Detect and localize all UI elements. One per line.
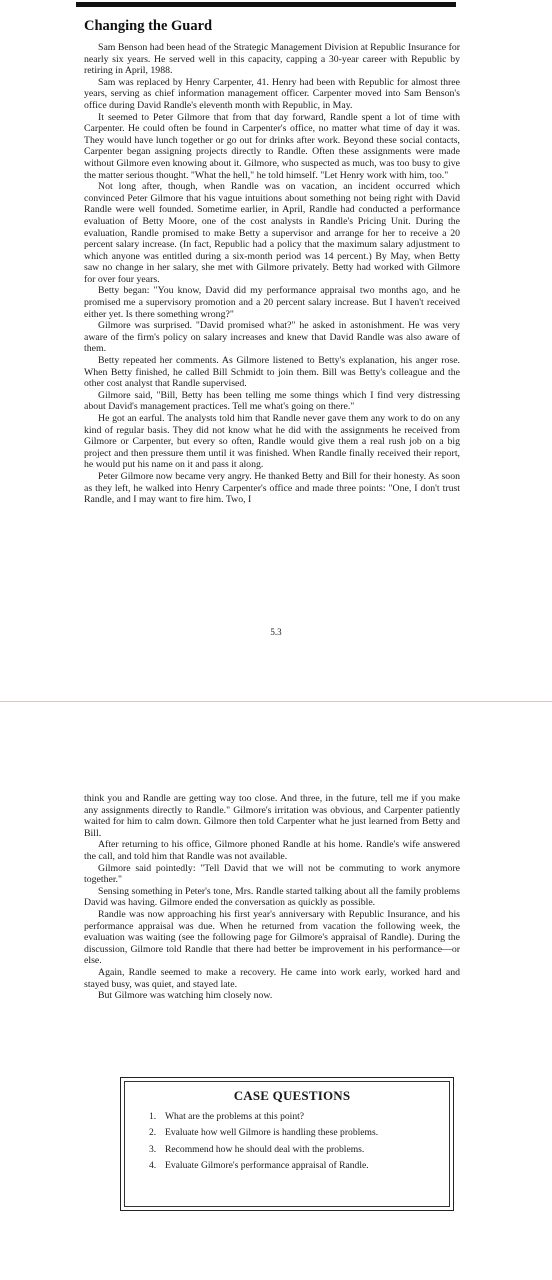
case-question-item — [149, 1144, 435, 1155]
paragraph: Peter Gilmore now became very angry. He thanked Betty and Bill for their honesty. As soon as they left, he walked into Henry Carpenter's office and made three points: "One, I don't trust Randle, and I may want to fire him. Two, I — [84, 470, 460, 506]
case-questions-list — [149, 1111, 435, 1172]
paragraph: Not long after, though, when Randle was on vacation, an incident occurred which convinced Peter Gilmore that his vague intuitions about something not being right with David Randle were well founded. Sometime earlier, in April, Randle had conducted a performance evaluation of Betty Moore, one of the cost analysts in Randle's Pricing Unit. During the evaluation, Randle promised to make Betty a supervisor and arrange for her to receive a 20 percent salary increase. (In fact, Republic had a policy that the maximum salary adjustment to which anyone was entitled during a six-month period was 14 percent.) By May, when Betty saw no change in her salary, she met with Gilmore privately. Betty had worked with Gilmore for over four years. — [84, 181, 460, 285]
paragraph: Betty began: "You know, David did my performance appraisal two months ago, and he promised me a supervisory promotion and a 20 percent salary increase. But I haven't received either yet. Is there something wrong?" — [84, 285, 460, 320]
page-number: 5.3 — [270, 627, 282, 637]
case-questions-inner-frame — [124, 1081, 450, 1207]
question-number: 3. — [149, 1143, 157, 1155]
page-2-text — [84, 793, 460, 1002]
top-rule — [76, 2, 456, 7]
case-questions-title: CASE QUESTIONS — [233, 1088, 351, 1103]
paragraph: He got an earful. The analysts told him that Randle never gave them any work to do on any kind of regular basis. They did not know what he did with the assignments he received from Gilmore or Carpenter, but every so often, Randle would give them a real rush job on a big project and then pressure them until it was finished. When Randle finally received their report, he would put his name on it and pass it along. — [84, 413, 460, 471]
question-text: Evaluate Gilmore's performance appraisal of Randle. — [165, 1160, 369, 1172]
page-break-divider — [0, 701, 552, 702]
paragraph: Gilmore said, "Bill, Betty has been telling me some things which I find very distressing about David's management practices. Tell me what's going on there." — [84, 389, 460, 413]
paragraph: Gilmore was surprised. "David promised what?" he asked in astonishment. He was very aware of the firm's policy on salary increases and knew that David Randle was also aware of them. — [84, 320, 460, 355]
case-question-item — [149, 1127, 435, 1138]
paragraph: Sam was replaced by Henry Carpenter, 41. Henry had been with Republic for almost three years, serving as chief information management officer. Carpenter moved into Sam Benson's office during David Randle's eleventh month with Republic, in May. — [84, 76, 460, 111]
question-number: 2. — [149, 1127, 157, 1139]
case-questions-box — [120, 1077, 454, 1211]
paragraph: Betty repeated her comments. As Gilmore listened to Betty's explanation, his anger rose. When Betty finished, he called Bill Schmidt to join them. Bill was Betty's colleague and the other cost analyst that Randle supervised. — [84, 355, 460, 390]
case-question-item — [149, 1160, 435, 1171]
paragraph: After returning to his office, Gilmore phoned Randle at his home. Randle's wife answered the call, and told him that Randle was not available. — [84, 839, 460, 862]
section-title: Changing the Guard — [84, 18, 213, 34]
paragraph: But Gilmore was watching him closely now. — [98, 990, 273, 1002]
paragraph: Again, Randle seemed to make a recovery. He came into work early, worked hard and stayed busy, was quiet, and stayed late. — [84, 966, 460, 990]
question-text: Evaluate how well Gilmore is handling these problems. — [165, 1127, 379, 1139]
paragraph: Randle was now approaching his first year's anniversary with Republic Insurance, and his performance appraisal was due. When he returned from vacation the following week, the evaluation was waiting (see the following page for Gilmore's appraisal of Randle). During the discussion, Gilmore told Randle that there had better be improvement in his performance—or else. — [84, 908, 460, 967]
case-question-item — [149, 1111, 435, 1122]
page-1-text — [84, 18, 460, 506]
question-number: 1. — [149, 1111, 157, 1122]
paragraph: think you and Randle are getting way too close. And three, in the future, tell me if you make any assignments directly to Randle." Gilmore's irritation was obvious, and Carpenter patiently waited for him to calm down. Gilmore then told Carpenter what he just learned from Betty and Bill. — [84, 793, 460, 839]
question-text: Recommend how he should deal with the problems. — [165, 1143, 365, 1155]
question-number: 4. — [149, 1160, 157, 1172]
question-text: What are the problems at this point? — [165, 1111, 305, 1122]
paragraph: Sam Benson had been head of the Strategic Management Division at Republic Insurance for nearly six years. He served well in this capacity, capping a 30-year career with Republic by retiring in April, 1988. — [84, 42, 460, 77]
paragraph: Sensing something in Peter's tone, Mrs. Randle started talking about all the family problems David was having. Gilmore ended the conversation as quickly as possible. — [84, 885, 460, 909]
paragraph: Gilmore said pointedly: "Tell David that we will not be commuting to work anymore together." — [84, 862, 460, 886]
paragraph: It seemed to Peter Gilmore that from that day forward, Randle spent a lot of time with Carpenter. He could often be found in Carpenter's office, no matter what time of day it was. They would have lunch together or go out for drinks after work. Beyond these social contacts, Carpenter began assigning projects directly to Randle. Often these assignments were made without Gilmore even knowing about it. Gilmore, who suspected as much, was too busy to give the matter serious thought. "What the hell," he told himself. "Let Henry work with him, too." — [84, 111, 460, 181]
